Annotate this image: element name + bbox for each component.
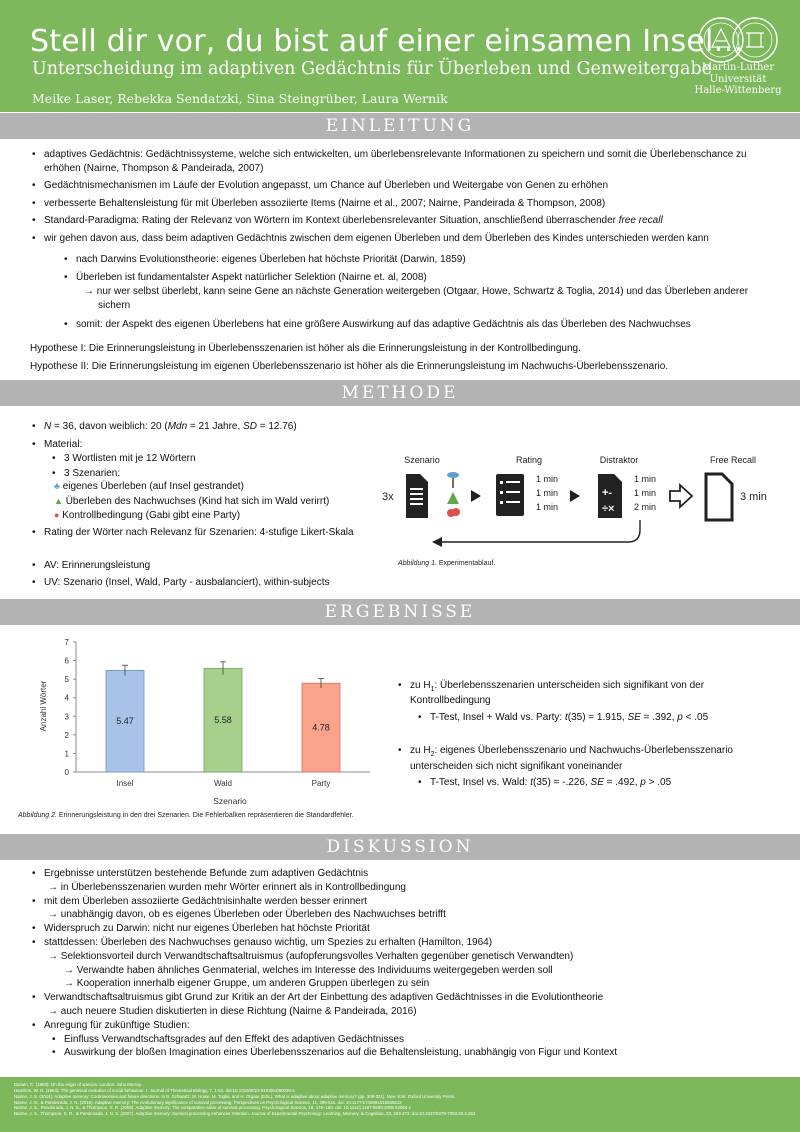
- result-h2: • zu $H_2$: eigenes Überlebensszenario und Nachwuchs-Überlebensszenario unterscheiden sich nicht signifikant voneinander • T-Test, Insel vs. Wald: t(35) = -.226, SE = .492, p > .05: [398, 744, 778, 789]
- list-item: • Material: • 3 Wortlisten mit je 12 Wörtern • 3 Szenarien: ♣ eigenes Überleben (auf Insel gestrandet) ▲ Überleben des Nachwuchses (Kind hat sich im Wald verirrt) ● Kontrollbedingung (Gabi gibt eine Party): [32, 438, 372, 523]
- x-tick-label: Party: [311, 779, 331, 788]
- poster-authors: Meike Laser, Rebekka Sendatzki, Sina Steingrüber, Laura Wernik: [32, 91, 448, 106]
- list-item: • Einfluss Verwandtschaftsgrades auf den Effekt des adaptiven Gedächtnisses: [32, 1034, 782, 1047]
- einleitung-list: [32, 148, 777, 332]
- arrow-item: → Kooperation innerhalb eigener Gruppe, um anderen Gruppen überlegen zu sein: [64, 978, 430, 990]
- poster-header: [0, 0, 800, 112]
- sample-description: • N = 36, davon weiblich: 20 (Mdn = 21 Jahre, SD = 12.76): [32, 420, 372, 434]
- svg-text:1 min: 1 min: [536, 474, 559, 484]
- repetition-label: 3x: [382, 491, 394, 503]
- y-tick-label: 6: [64, 656, 69, 666]
- list-item: • Überleben ist fundamentalster Aspekt natürlicher Selektion (Nairne et. al, 2008): [64, 271, 777, 285]
- ergebnisse-results: [398, 679, 778, 794]
- x-axis-label: Szenario: [213, 796, 247, 806]
- arrow-item: → nur wer selbst überlebt, kann seine Gene an nächste Generation weitergeben (Otgaar, Howe, Schwartz & Toglia, 2014) und das Überleben anderer sichern: [84, 286, 749, 311]
- list-item: • Standard-Paradigma: Rating der Relevanz von Wörtern im Kontext überlebensrelevanter Situation, anschließend überraschender free recall: [32, 214, 777, 228]
- reference-item: Nairne, J. S., Pandeirada, J. N. S., & Thompson, S. R. (2008). Adaptive memory: The comparative value of survival processing. Psychological Science, 19, 176–180. doi: 10.1111/j.1467-9280.2008.02064.x: [14, 1105, 411, 1111]
- svg-text:3 min: 3 min: [740, 491, 767, 503]
- y-tick-label: 2: [64, 730, 69, 740]
- bars: [106, 662, 340, 788]
- reference-item: Darwin, C. (1859). On the origin of species. London: John Murray.: [14, 1082, 142, 1087]
- bar-value-label: 4.78: [312, 722, 330, 733]
- reference-item: Nairne, J. S., & Pandeirada, J. N. (2016). Adaptive memory: The evolutionary significance of survival processing. Perspectives on Psychological Science, 11, 496-511. doi: 10.1177/1745691616635613: [14, 1099, 402, 1105]
- calculator-icon: [598, 474, 622, 518]
- loop-back-arrow: [440, 520, 640, 542]
- y-tick-label: 5: [64, 675, 69, 685]
- figure-label-szenario: Szenario: [404, 455, 440, 465]
- arrow-item: → Verwandte haben ähnliches Genmaterial, welches im Interesse des Individuums weitergegeben werden soll: [64, 964, 553, 976]
- scenario-party: ● Kontrollbedingung (Gabi gibt eine Party): [54, 510, 241, 521]
- scenario-insel: ♣ eigenes Überleben (auf Insel gestrandet): [54, 481, 244, 492]
- figure-label-distraktor: Distraktor: [599, 455, 639, 465]
- material-list: [52, 452, 372, 480]
- list-item: • 3 Szenarien:: [52, 467, 372, 481]
- section-header-ergebnisse: ERGEBNISSE: [0, 599, 800, 625]
- svg-text:1 min: 1 min: [634, 488, 657, 498]
- list-item: • Anregung für zukünftige Studien:: [32, 1020, 782, 1033]
- arrow-item: → auch neuere Studien diskutierten in diese Richtung (Nairne & Pandeirada, 2016): [48, 1005, 417, 1017]
- experiment-flow-figure: [378, 446, 788, 576]
- figure-label-rating: Rating: [515, 455, 543, 465]
- x-tick-label: Insel: [116, 779, 134, 788]
- outline-arrow-icon: [670, 485, 692, 507]
- list-item: • wir gehen davon aus, dass beim adaptiven Gedächtnis zwischen dem eigenen Überleben und dem Überleben des Kindes unterschieden werden kann • nach Darwins Evolutionstheorie: eigenes Überleben hat höchste Priorität (Darwin, 1859) • Überleben ist fundamentalster Aspekt natürlicher Selektion (Nairne et. al, 2008) → nur wer selbst überlebt, kann seine Gene an nächste Generation weitergeben (Otgaar, Howe, Schwartz & Toglia, 2014) und das Überleben anderer sichern • somit: der Aspekt des eigenen Überlebens hat eine größere Auswirkung auf das adaptive Gedächtnis als das Überleben des Nachwuchses: [32, 232, 777, 332]
- list-item: • Gedächtnismechanismen im Laufe der Evolution angepasst, um Chance auf Überleben und Weitergabe von Genen zu erhöhen: [32, 179, 777, 193]
- list-item: • 3 Wortlisten mit je 12 Wörtern: [52, 452, 372, 466]
- scenario-wald: ▲ Überleben des Nachwuchses (Kind hat sich im Wald verirrt): [54, 495, 330, 507]
- svg-text:1 min: 1 min: [536, 502, 559, 512]
- balloon-icon: ●: [54, 510, 60, 520]
- references: [0, 1077, 800, 1132]
- svg-text:2 min: 2 min: [634, 502, 657, 512]
- list-item: • Auswirkung der bloßen Imagination eines Überlebensszenarios auf die Behaltensleistung, unabhängig von Figur und Kontext: [32, 1047, 782, 1060]
- poster-title: Stell dir vor, du bist auf einer einsamen Insel…: [30, 24, 744, 59]
- hypothesis-2: Hypothese II: Die Erinnerungsleistung im eigenen Überlebensszenario ist höher als die Erinnerungsleistung im Nachwuchs-Überlebensszenario.: [30, 361, 669, 372]
- list-item: • adaptives Gedächtnis: Gedächtnissysteme, welche sich entwickelten, um überlebensrelevante Informationen zu speichern und somit die Überlebenschance zu erhöhen (Nairne, Thompson & Pandeirada, 2007): [32, 148, 777, 175]
- section-header-diskussion: DISKUSSION: [0, 834, 800, 860]
- poster-subtitle: Unterscheidung im adaptiven Gedächtnis für Überleben und Genweitergabe: [32, 59, 712, 79]
- list-item: • Verwandtschaftsaltruismus gibt Grund zur Kritik an der Art der Einbettung des adaptiven Gedächtnisses in die Evolutiontheorie: [32, 992, 782, 1005]
- arrow-item: → unabhängig davon, ob es eigenes Überleben oder Überleben des Nachwuchses betrifft: [48, 909, 446, 921]
- y-tick-label: 1: [64, 749, 69, 759]
- arrow-item: → Selektionsvorteil durch Verwandtschaftsaltruismus (aufopferungsvolles Verhalten gegenüber genetisch Verwandten): [48, 950, 574, 962]
- x-tick-label: Wald: [214, 779, 232, 788]
- checklist-icon: [496, 474, 524, 516]
- figure-1-caption: Abbildung 1. Experimentablauf.: [398, 560, 496, 567]
- list-item: • stattdessen: Überleben des Nachwuchses genauso wichtig, um Spezies zu erhalten (Hamilton, 1964): [32, 937, 782, 950]
- blank-document-icon: [706, 474, 732, 520]
- results-list: [398, 679, 778, 790]
- arrow-icon: [471, 490, 481, 502]
- test-h1: • T-Test, Insel + Wald vs. Party: t(35) = 1.915, SE = .392, p < .05: [418, 711, 778, 725]
- arrow-icon: [570, 490, 580, 502]
- palm-tree-icon: ♣: [54, 481, 60, 491]
- svg-text:1 min: 1 min: [634, 474, 657, 484]
- list-item: • AV: Erinnerungsleistung: [32, 559, 372, 573]
- svg-text:1 min: 1 min: [536, 488, 559, 498]
- list-item: • UV: Szenario (Insel, Wald, Party - ausbalanciert), within-subjects: [32, 576, 372, 590]
- figure-2-caption: Abbildung 2. Erinnerungsleistung in den drei Szenarien. Die Fehlerbalken repräsentieren die Standardfehler.: [18, 812, 354, 819]
- y-tick-label: 7: [64, 638, 69, 647]
- university-name: Martin-Luther Universität Halle-Wittenberg: [694, 62, 782, 96]
- svg-text:÷×: ÷×: [602, 503, 615, 515]
- einleitung-content: [32, 148, 777, 379]
- y-tick-label: 3: [64, 712, 69, 722]
- section-header-methode: METHODE: [0, 380, 800, 406]
- reference-item: Nairne, J. S., Thompson, S. R., & Pandeirada, J. N. S. (2007). Adaptive memory: Survival processing enhances retention. Journal of Experimental Psychology: Learning, Memory, & Cognition, 33, 263-273. doi:10.1037/0278-7393.33.2.263: [14, 1111, 476, 1117]
- arrow-item: → in Überlebensszenarien wurden mehr Wörter erinnert als in Kontrollbedingung: [48, 881, 406, 893]
- y-tick-label: 0: [64, 768, 69, 777]
- list-item: • Widerspruch zu Darwin: nicht nur eigenes Überleben hat höchste Priorität: [32, 923, 782, 936]
- section-header-einleitung: EINLEITUNG: [0, 113, 800, 139]
- document-icon: [406, 474, 428, 518]
- bar-value-label: 5.58: [214, 715, 232, 726]
- bar-chart: [40, 636, 380, 808]
- methode-content: [32, 420, 372, 593]
- test-h2: • T-Test, Insel vs. Wald: t(35) = -.226, SE = .492, p > .05: [418, 776, 778, 790]
- hypothesis-1: Hypothese I: Die Erinnerungsleistung in Überlebensszenarien ist höher als die Erinnerungsleistung in der Kontrollbedingung.: [30, 342, 581, 354]
- loop-arrow-head: [432, 537, 442, 547]
- tree-icon: ▲: [54, 495, 63, 506]
- reference-item: Hamilton, W. D. (1964). The genetical evolution of social behaviour. I. Journal of Theoretical Biology, 7, 1-52. doi:10.1016/0022-5193(64)90038-4: [14, 1087, 295, 1093]
- y-tick-label: 4: [64, 693, 69, 703]
- bar-value-label: 5.47: [116, 716, 134, 727]
- result-h1: • zu $H_1$: Überlebensszenarien unterscheiden sich signifikant von der Kontrollbedingung • T-Test, Insel + Wald vs. Party: t(35) = 1.915, SE = .392, p < .05: [398, 679, 778, 724]
- list-item: • nach Darwins Evolutionstheorie: eigenes Überleben hat höchste Priorität (Darwin, 1859): [64, 253, 777, 267]
- list-item: • Rating der Wörter nach Relevanz für Szenarien: 4-stufige Likert-Skala: [32, 526, 372, 540]
- list-item: • somit: der Aspekt des eigenen Überlebens hat eine größere Auswirkung auf das adaptive Gedächtnis als das Überleben des Nachwuchses: [64, 318, 777, 332]
- diskussion-content: [32, 868, 782, 1061]
- methode-list: [32, 420, 372, 589]
- reference-item: Nairne, J. S. (2014). Adaptive memory: Controversies and future directions. In B. Schwartz, M. Howe, M. Toglia, and H. Otgaar (Eds.), What is adaptive about adaptive memory? (pp. 308-321). New York: Oxford University Press.: [14, 1093, 456, 1099]
- list-item: • Ergebnisse unterstützen bestehende Befunde zum adaptiven Gedächtnis: [32, 868, 782, 881]
- list-item: • verbesserte Behaltensleistung für mit Überleben assoziierte Items (Nairne et al., 2007; Nairne, Pandeirada & Thompson, 2008): [32, 197, 777, 211]
- svg-text:+-: +-: [602, 487, 613, 499]
- scenario-mini-icons: [447, 472, 460, 517]
- figure-label-free-recall: Free Recall: [709, 455, 757, 465]
- y-axis-label: Anzahl Wörter: [39, 680, 48, 732]
- sub-list: [64, 253, 777, 332]
- list-item: • mit dem Überleben assoziierte Gedächtnisinhalte werden besser erinnert: [32, 896, 782, 909]
- university-seal-logo: [694, 13, 778, 69]
